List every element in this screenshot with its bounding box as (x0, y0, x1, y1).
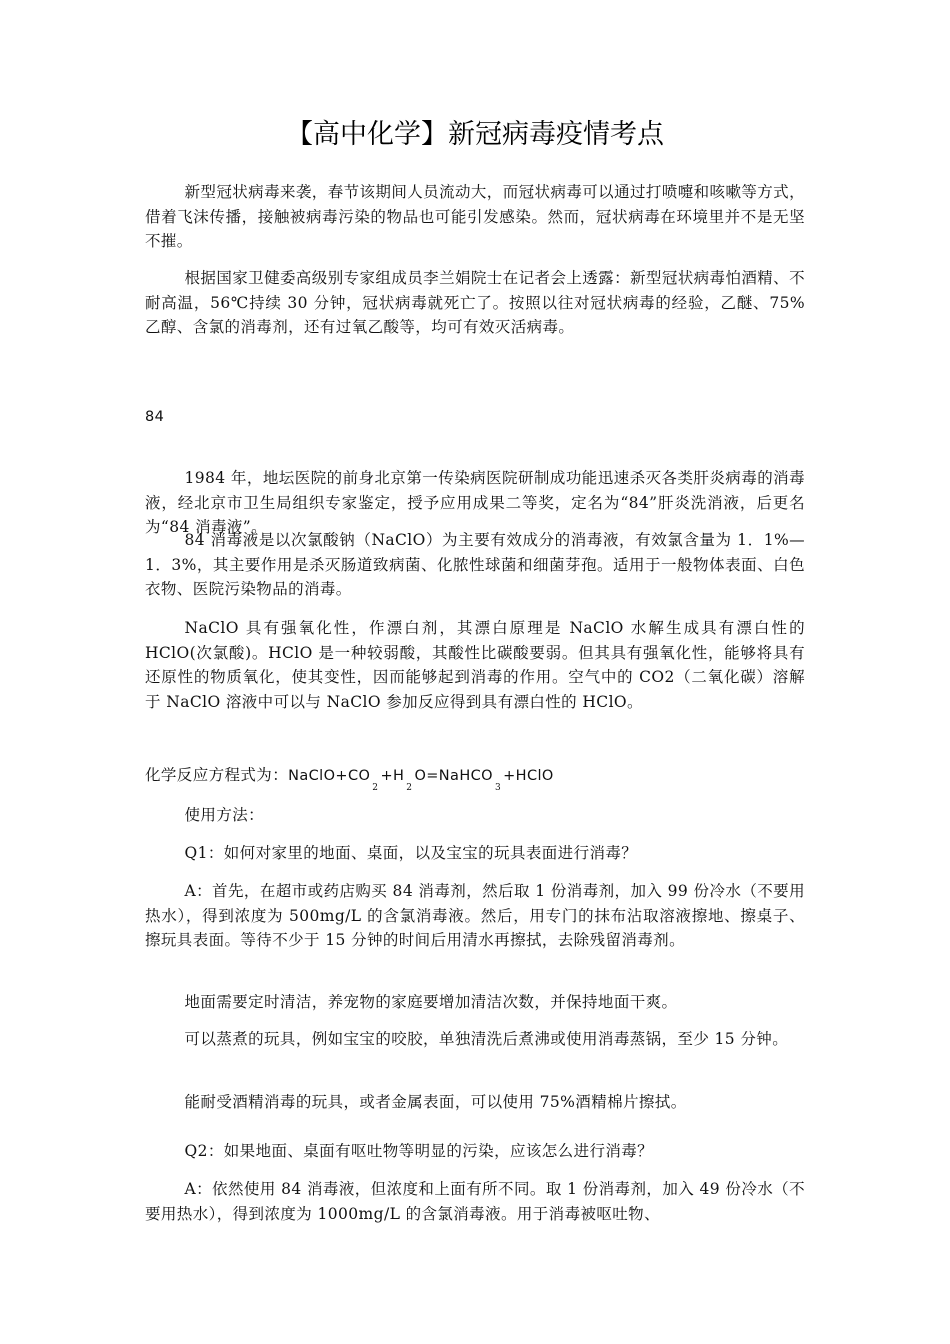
equation-part: +H (380, 768, 405, 784)
intro-paragraph-2 (145, 266, 805, 340)
tip-text: 地面需要定时清洁，养宠物的家庭要增加清洁次数，并保持地面干爽。 (184, 993, 678, 1011)
document-title: 【高中化学】新冠病毒疫情考点 (286, 119, 664, 150)
answer-text: A：首先，在超市或药店购买 84 消毒剂，然后取 1 份消毒剂，加入 99 份冷水（不要用热水），得到浓度为 500mg/L 的含氯消毒液。然后，用专门的抹布沾取溶液擦地、擦桌子、擦玩具表面。等待不少于 15 分钟的时间后用清水再擦拭，去除残留消毒剂。 (145, 882, 805, 949)
equation-subscript: 2 (372, 783, 379, 793)
paragraph-text: NaClO 具有强氧化性，作漂白剂，其漂白原理是 NaClO 水解生成具有漂白性的 HClO(次氯酸)。HClO 是一种较弱酸，其酸性比碳酸要弱。但其具有强氧化性，能够将具有还原性的物质氧化，使其变性，因而能够起到消毒的作用。空气中的 CO2（二氧化碳）溶解于 NaClO 溶液中可以与 NaClO 参加反应得到具有漂白性的 HClO。 (145, 619, 805, 711)
chemical-equation (145, 763, 805, 791)
usage-heading (145, 803, 805, 828)
paragraph-text: 根据国家卫健委高级别专家组成员李兰娟院士在记者会上透露：新型冠状病毒怕酒精、不耐高温，56℃持续 30 分钟，冠状病毒就死亡了。按照以往对冠状病毒的经验，乙醚、75%乙醇、含氯的消毒剂，还有过氧乙酸等，均可有效灭活病毒。 (145, 269, 805, 336)
section-heading-84 (145, 405, 805, 430)
section-paragraph-3 (145, 616, 805, 714)
equation-subscript: 3 (494, 783, 502, 793)
paragraph-text: 1984 年，地坛医院的前身北京第一传染病医院研制成功能迅速杀灭各类肝炎病毒的消毒液，经北京市卫生局组织专家鉴定，授予应用成果二等奖，定名为“84”肝炎洗消液，后更名为“84 消毒液”。 (145, 469, 805, 536)
tip-text: 可以蒸煮的玩具，例如宝宝的咬胶，单独清洗后煮沸或使用消毒蒸锅，至少 15 分钟。 (184, 1030, 789, 1048)
usage-label: 使用方法： (184, 806, 265, 824)
q1-tip-2 (145, 1027, 805, 1052)
q1-tip-3 (145, 1090, 805, 1115)
intro-paragraph-1 (145, 180, 805, 254)
paragraph-text: 新型冠状病毒来袭，春节该期间人员流动大，而冠状病毒可以通过打喷嚏和咳嗽等方式，借着飞沫传播，接触被病毒污染的物品也可能引发感染。然而，冠状病毒在环境里并不是无坚不摧。 (145, 183, 805, 250)
equation-part: NaClO+CO (288, 768, 371, 784)
q1-answer (145, 879, 805, 953)
question-text: Q1：如何对家里的地面、桌面，以及宝宝的玩具表面进行消毒？ (184, 844, 638, 862)
section-paragraph-2 (145, 528, 805, 602)
equation-part: O=NaHCO (414, 768, 493, 784)
q1-tip-1 (145, 990, 805, 1015)
answer-text: A：依然使用 84 消毒液，但浓度和上面有所不同。取 1 份消毒剂，加入 49 份冷水（不要用热水），得到浓度为 1000mg/L 的含氯消毒液。用于消毒被呕吐物、 (145, 1180, 805, 1223)
equation-subscript: 2 (406, 783, 413, 793)
question-text: Q2：如果地面、桌面有呕吐物等明显的污染，应该怎么进行消毒？ (184, 1142, 654, 1160)
q1-question (145, 841, 805, 866)
equation-part: +HClO (503, 768, 554, 784)
q2-question (145, 1139, 805, 1164)
equation-prefix: 化学反应方程式为： (145, 766, 289, 784)
tip-text: 能耐受酒精消毒的玩具，或者金属表面，可以使用 75%酒精棉片擦拭。 (184, 1093, 687, 1111)
q2-answer (145, 1177, 805, 1226)
paragraph-text: 84 消毒液是以次氯酸钠（NaClO）为主要有效成分的消毒液，有效氯含量为 1．1%—1．3%，其主要作用是杀灭肠道致病菌、化脓性球菌和细菌芽孢。适用于一般物体表面、白色衣物、医院污染物品的消毒。 (145, 531, 805, 598)
section-label: 84 (145, 409, 165, 425)
